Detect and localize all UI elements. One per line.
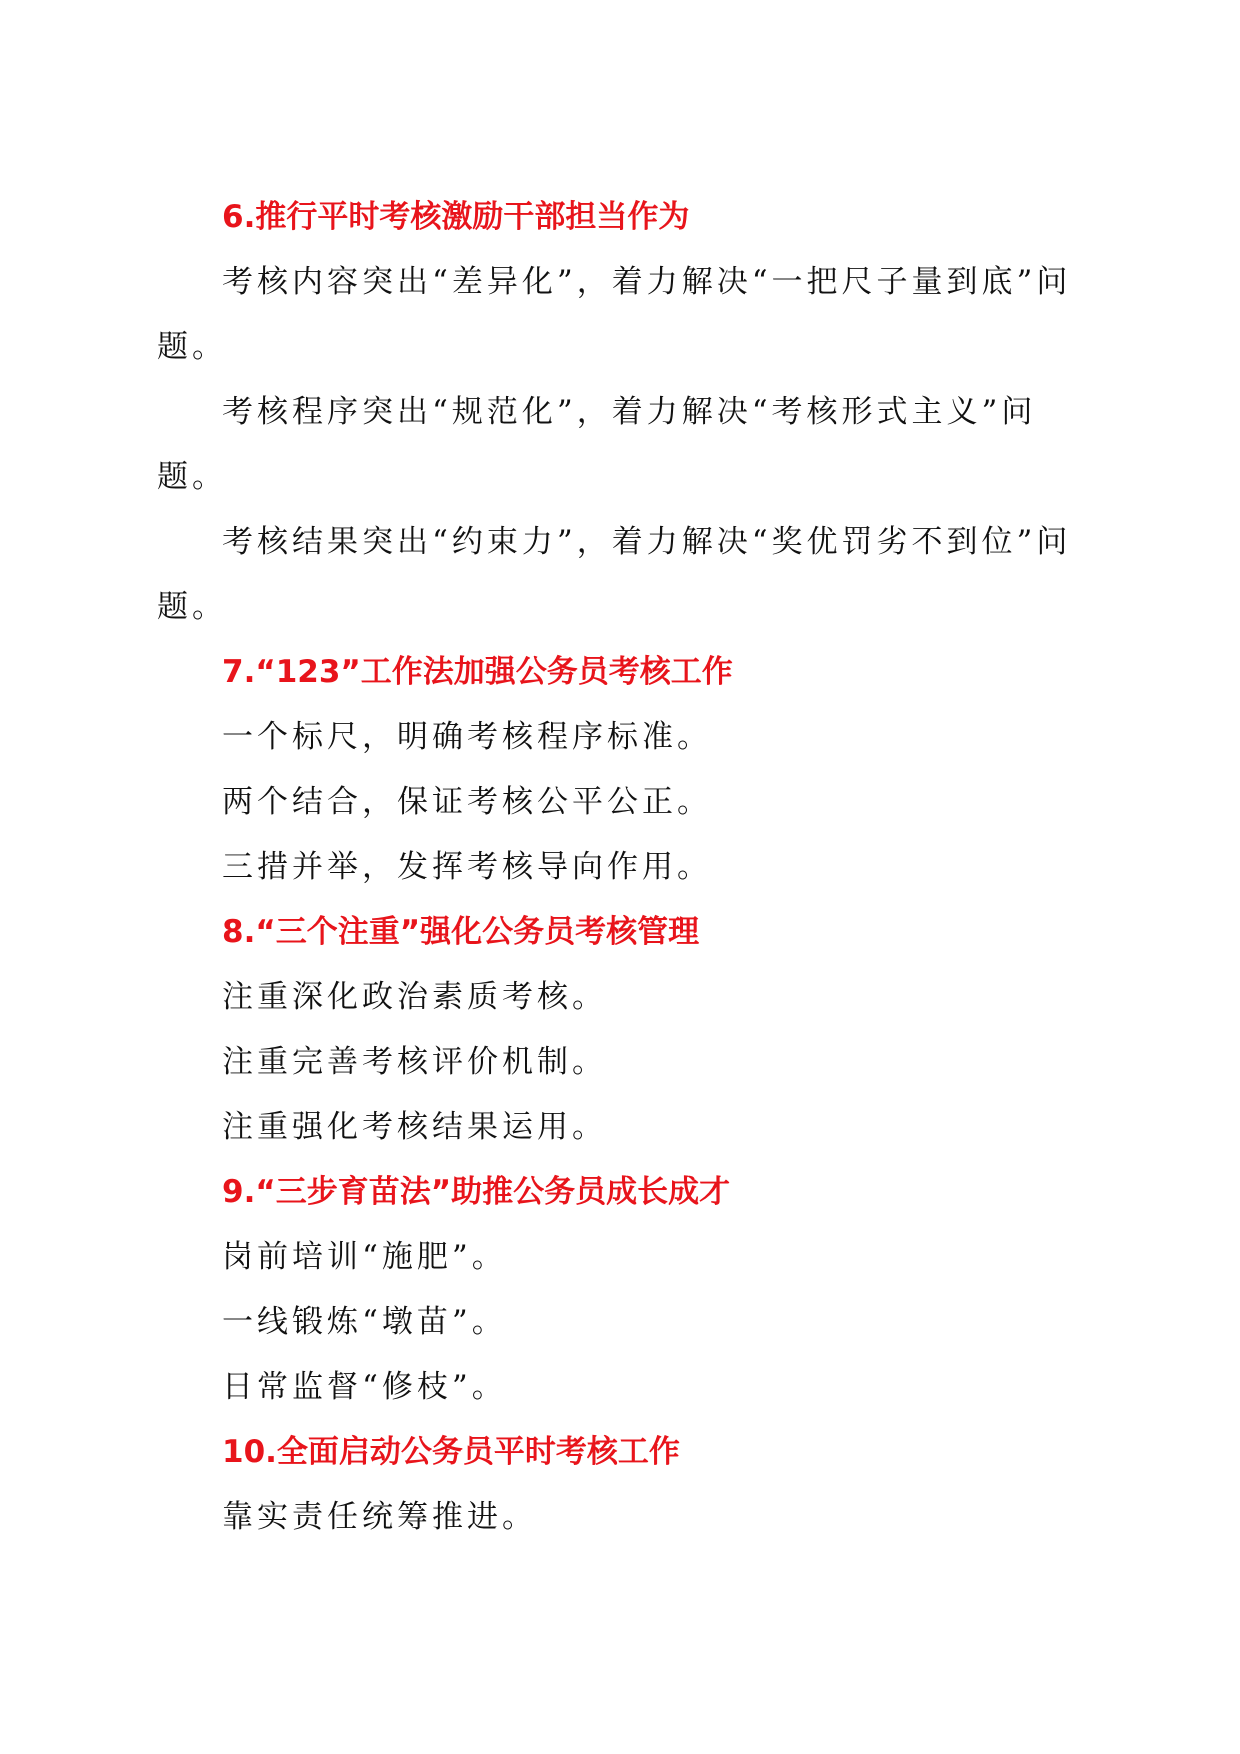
- body-paragraph: 靠实责任统筹推进。: [222, 1499, 537, 1535]
- body-paragraph: 注重深化政治素质考核。: [222, 979, 607, 1015]
- section-heading: 8.“三个注重”强化公务员考核管理: [222, 914, 700, 950]
- section-heading: 6.推行平时考核激励干部担当作为: [222, 199, 690, 235]
- section-9: [157, 1160, 1087, 1420]
- section-heading: 7.“123”工作法加强公务员考核工作: [222, 654, 733, 690]
- body-paragraph: 日常监督“修枝”。: [222, 1369, 507, 1405]
- document-body: [157, 185, 1087, 1550]
- body-paragraph: 一个标尺，明确考核程序标准。: [222, 719, 712, 755]
- body-paragraph: 三措并举，发挥考核导向作用。: [222, 849, 712, 885]
- section-8: [157, 900, 1087, 1160]
- section-heading: 10.全面启动公务员平时考核工作: [222, 1434, 680, 1470]
- body-paragraph: 考核程序突出“规范化”，着力解决“考核形式主义”问题。: [157, 394, 1037, 495]
- body-paragraph: 考核结果突出“约束力”，着力解决“奖优罚劣不到位”问题。: [157, 524, 1072, 625]
- body-paragraph: 注重强化考核结果运用。: [222, 1109, 607, 1145]
- body-paragraph: 岗前培训“施肥”。: [222, 1239, 507, 1275]
- section-7: [157, 640, 1087, 900]
- section-heading: 9.“三步育苗法”助推公务员成长成才: [222, 1174, 731, 1210]
- section-6: [157, 185, 1087, 640]
- section-10: [157, 1420, 1087, 1550]
- body-paragraph: 两个结合，保证考核公平公正。: [222, 784, 712, 820]
- body-paragraph: 考核内容突出“差异化”，着力解决“一把尺子量到底”问题。: [157, 264, 1072, 365]
- body-paragraph: 一线锻炼“墩苗”。: [222, 1304, 507, 1340]
- body-paragraph: 注重完善考核评价机制。: [222, 1044, 607, 1080]
